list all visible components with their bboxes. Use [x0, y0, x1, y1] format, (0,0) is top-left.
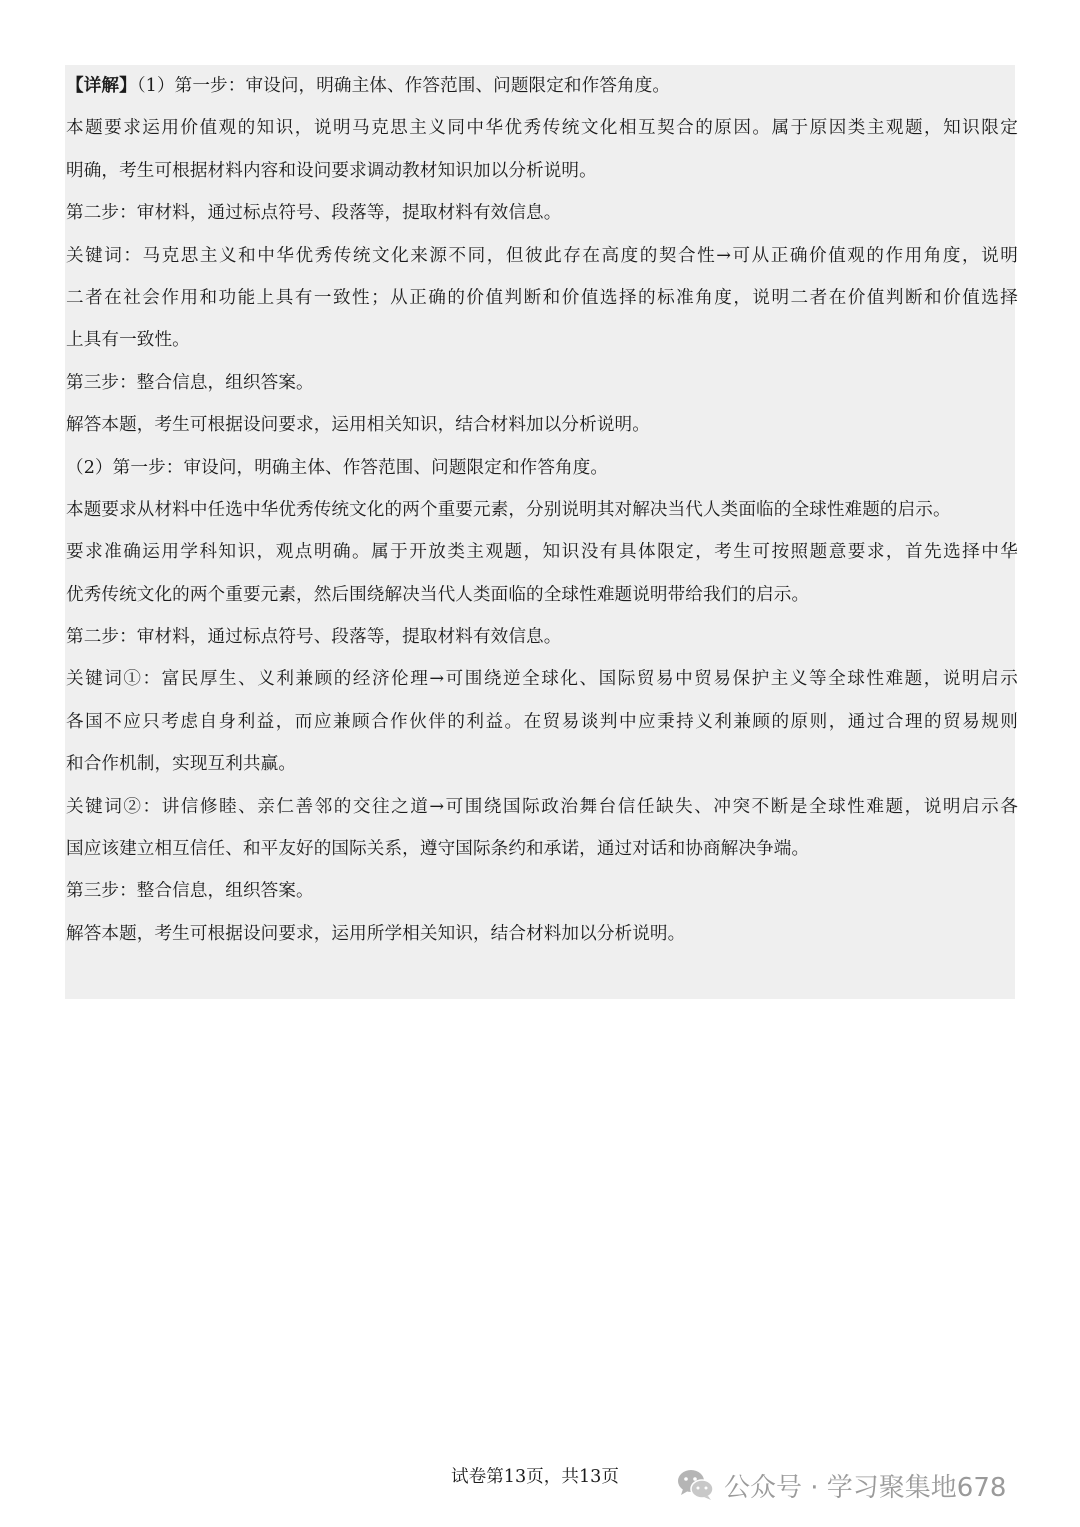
- text-line: 各国不应只考虑自身利益，而应兼顾合作伙伴的利益。在贸易谈判中应秉持义利兼顾的原则，通过合理的贸易规则: [66, 711, 1018, 732]
- text-line: 【详解】（1）第一步：审设问，明确主体、作答范围、问题限定和作答角度。: [66, 75, 671, 96]
- text-line: 优秀传统文化的两个重要元素，然后围绕解决当代人类面临的全球性难题说明带给我们的启示。: [66, 584, 810, 605]
- text-line: 二者在社会作用和功能上具有一致性；从正确的价值判断和价值选择的标准角度，说明二者在价值判断和价值选择: [66, 287, 1018, 308]
- text-line: 关键词①：富民厚生、义利兼顾的经济伦理→可围绕逆全球化、国际贸易中贸易保护主义等全球性难题，说明启示: [66, 669, 1018, 690]
- text-line: 第二步：审材料，通过标点符号、段落等，提取材料有效信息。: [66, 203, 562, 224]
- text-line: 本题要求运用价值观的知识，说明马克思主义同中华优秀传统文化相互契合的原因。属于原因类主观题，知识限定: [66, 118, 1018, 139]
- text-line: 关键词：马克思主义和中华优秀传统文化来源不同，但彼此存在高度的契合性→可从正确价值观的作用角度，说明: [66, 245, 1018, 266]
- text-line: 要求准确运用学科知识，观点明确。属于开放类主观题，知识没有具体限定，考生可按照题意要求，首先选择中华: [66, 542, 1018, 563]
- detail-tag: 【详解】: [66, 75, 137, 96]
- watermark: [676, 1467, 1006, 1503]
- text-line: 本题要求从材料中任选中华优秀传统文化的两个重要元素，分别说明其对解决当代人类面临的全球性难题的启示。: [66, 499, 951, 520]
- wechat-icon: [676, 1468, 716, 1502]
- page-number: 试卷第13页，共13页: [451, 1467, 619, 1487]
- text-line: 解答本题，考生可根据设问要求，运用相关知识，结合材料加以分析说明。: [66, 415, 650, 436]
- text-line: 和合作机制，实现互利共赢。: [66, 754, 297, 775]
- text-line: 关键词②：讲信修睦、亲仁善邻的交往之道→可围绕国际政治舞台信任缺失、冲突不断是全球性难题，说明启示各: [66, 796, 1018, 817]
- answer-text: [66, 65, 1018, 955]
- watermark-text: 公众号 · 学习聚集地678: [724, 1472, 1007, 1503]
- text-line: 第三步：整合信息，组织答案。: [66, 881, 314, 902]
- text-line: （2）第一步：审设问，明确主体、作答范围、问题限定和作答角度。: [66, 457, 609, 478]
- text-line: 解答本题，考生可根据设问要求，运用所学相关知识，结合材料加以分析说明。: [66, 923, 686, 944]
- text-line: 国应该建立相互信任、和平友好的国际关系，遵守国际条约和承诺，通过对话和协商解决争端。: [66, 839, 810, 860]
- text-line: 明确，考生可根据材料内容和设问要求调动教材知识加以分析说明。: [66, 160, 597, 181]
- text-line: 第三步：整合信息，组织答案。: [66, 372, 314, 393]
- text-line: 第二步：审材料，通过标点符号、段落等，提取材料有效信息。: [66, 627, 562, 648]
- text-line: 上具有一致性。: [66, 330, 190, 351]
